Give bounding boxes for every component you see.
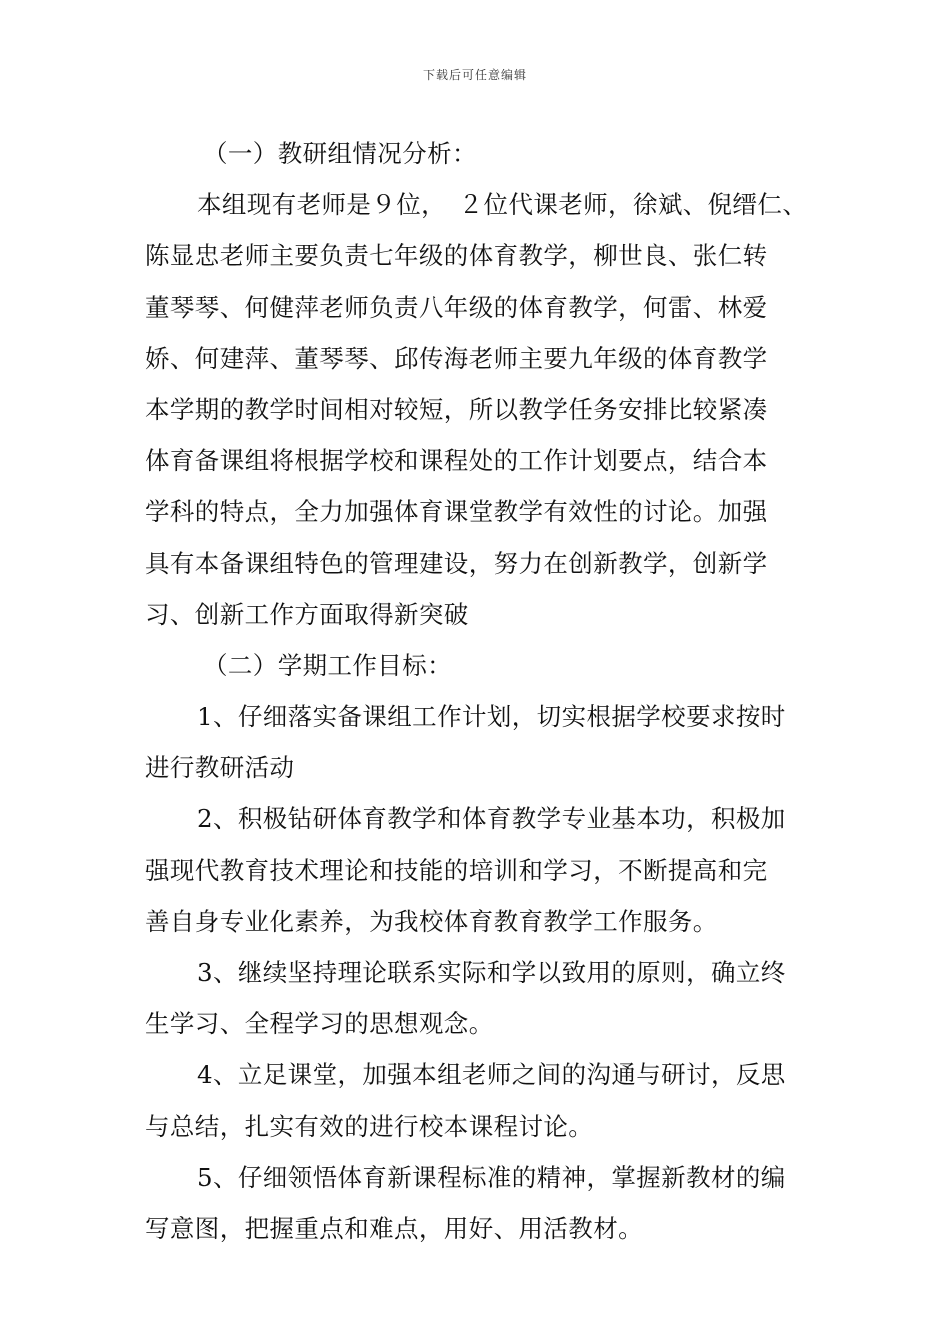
text-line: 强现代教育技术理论和技能的培训和学习，不断提高和完 (145, 855, 768, 885)
text-line: 学科的特点，全力加强体育课堂教学有效性的讨论。加强 (145, 497, 768, 527)
section-heading-text: （二）学期工作目标： (203, 650, 452, 680)
text-line: 善自身专业化素养，为我校体育教育教学工作服务。 (145, 906, 718, 936)
text-line: 体育备课组将根据学校和课程处的工作计划要点，结合本 (145, 446, 768, 476)
text-line: 3、继续坚持理论联系实际和学以致用的原则，确立终 (197, 958, 786, 987)
goal-item-5 (145, 1152, 810, 1254)
text-line: 生学习、全程学习的思想观念。 (145, 1009, 494, 1039)
text-line: 5、仔细领悟体育新课程标准的精神，掌握新教材的编 (197, 1162, 786, 1192)
text-line: 陈显忠老师主要负责七年级的体育教学，柳世良、张仁转 (145, 241, 768, 271)
text-line: 写意图，把握重点和难点，用好、用活教材。 (145, 1213, 643, 1243)
text-line: 董琴琴、何健萍老师负责八年级的体育教学，何雷、林爱 (145, 292, 768, 322)
text-line: 1、仔细落实备课组工作计划，切实根据学校要求按时 (197, 702, 786, 732)
section-heading-2 (145, 640, 810, 691)
text-line: 2、积极钻研体育教学和体育教学专业基本功，积极加 (197, 804, 786, 834)
text-line: 4、立足课堂，加强本组老师之间的沟通与研讨，反思 (197, 1060, 786, 1090)
section-heading-1 (145, 128, 810, 179)
text-line: 本学期的教学时间相对较短，所以教学任务安排比较紧凑 (145, 394, 768, 424)
text-line: 具有本备课组特色的管理建设，努力在创新教学，创新学 (145, 548, 768, 578)
goal-item-2 (145, 793, 810, 947)
text-line: 本组现有老师是９位， ２位代课老师，徐斌、倪缙仁、 (197, 190, 808, 220)
text-line: 与总结，扎实有效的进行校本课程讨论。 (145, 1111, 594, 1141)
text-line: 进行教研活动 (145, 753, 295, 783)
paragraph-group-analysis (145, 179, 810, 640)
goal-item-3 (145, 947, 810, 1049)
section-heading-text: （一）教研组情况分析： (203, 139, 477, 168)
text-line: 习、创新工作方面取得新突破 (145, 599, 469, 629)
goal-item-1 (145, 691, 810, 793)
page-header-note: 下载后可任意编辑 (422, 68, 527, 82)
goal-item-4 (145, 1049, 810, 1151)
document-body (145, 128, 810, 1254)
text-line: 娇、何建萍、董琴琴、邱传海老师主要九年级的体育教学 (145, 343, 768, 373)
